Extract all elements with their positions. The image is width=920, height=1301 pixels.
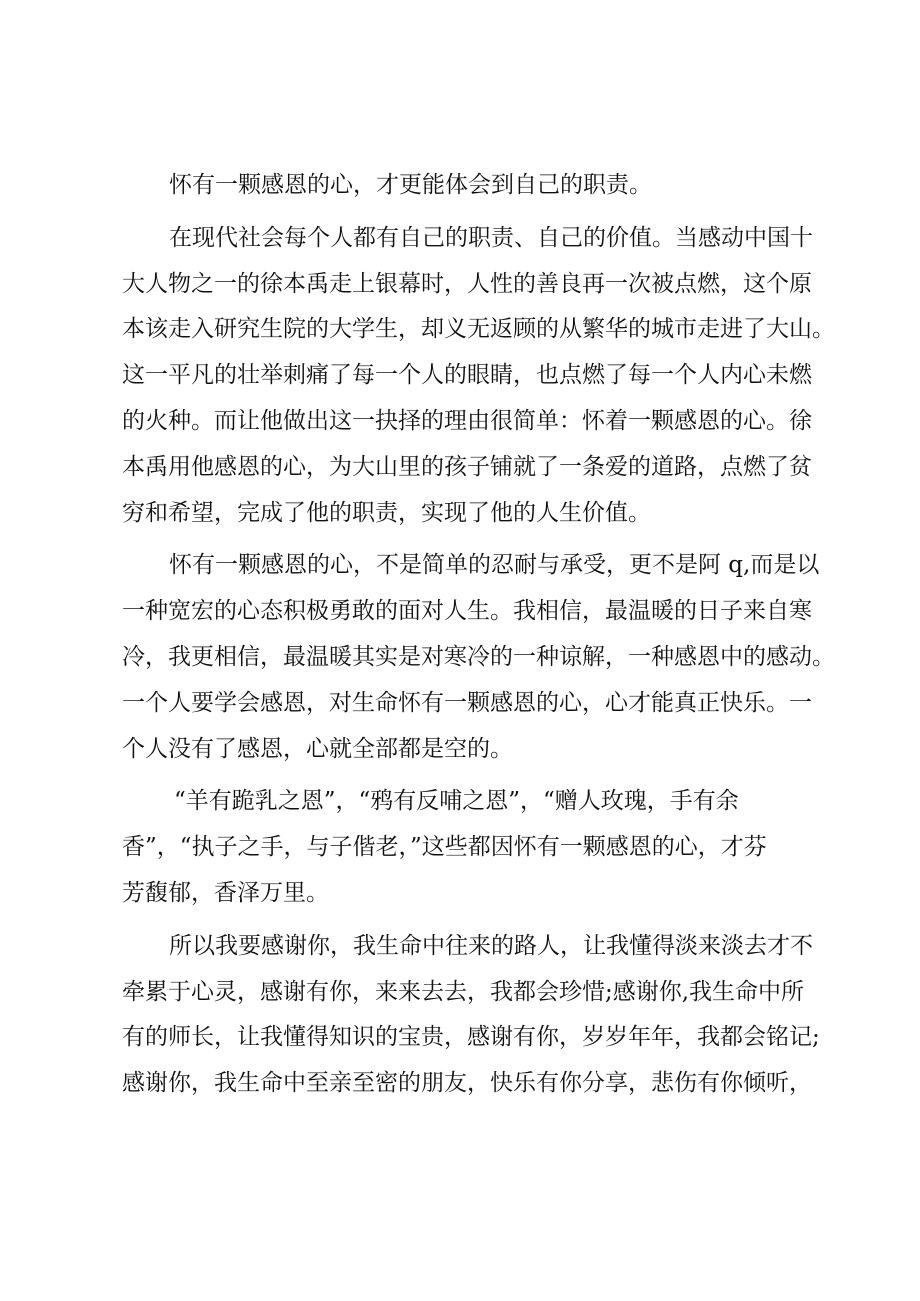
paragraph-5 [122,924,824,1107]
text-line: 一个人要学会感恩，对生命怀有一颗感恩的心，心才能真正快乐。一 [122,689,812,716]
text-line: 香”，“执子之手，与子偕老，”这些都因怀有一颗感恩的心，才芬 [122,834,767,861]
document-body [122,163,835,1107]
text-line: 一种宽宏的心态积极勇敢的面对人生。我相信，最温暖的日子来自寒 [122,598,812,625]
text-line: 大人物之一的徐本禹走上银幕时，人性的善良再一次被点燃，这个原 [122,270,812,297]
text-line: 冷，我更相信，最温暖其实是对寒冷的一种谅解，一种感恩中的感动。 [122,643,835,670]
text-line: 本该走入研究生院的大学生，却义无返顾的从繁华的城市走进了大山。 [122,316,835,343]
text-line: 牵累于心灵，感谢有你，来来去去，我都会珍惜;感谢你,我生命中所 [122,978,805,1005]
text-line: “羊有跪乳之恩”，“鸦有反哺之恩”，“赠人玫瑰，手有余 [174,788,739,815]
paragraph-4 [122,779,824,916]
text-line: 所以我要感谢你，我生命中往来的路人，让我懂得淡来淡去才不 [169,932,813,959]
text-line: 怀有一颗感恩的心，不是简单的忍耐与承受，更不是阿 q,而是以 [169,552,820,579]
text-line: 这一平凡的壮举刺痛了每一个人的眼睛，也点燃了每一个人内心未燃 [122,362,812,389]
text-line: 的火种。而让他做出这一抉择的理由很简单：怀着一颗感恩的心。徐 [122,407,812,434]
text-line: 有的师长，让我懂得知识的宝贵，感谢有你，岁岁年年，我都会铭记; [122,1024,820,1051]
text-line: 芳馥郁，香泽万里。 [122,879,329,906]
text-line: 穷和希望，完成了他的职责，实现了他的人生价值。 [122,499,651,526]
text-line: 个人没有了感恩，心就全部都是空的。 [122,735,513,762]
paragraph-3 [122,543,835,772]
text-line: 本禹用他感恩的心，为大山里的孩子铺就了一条爱的道路，点燃了贫 [122,453,812,480]
text-line: 怀有一颗感恩的心，才更能体会到自己的职责。 [169,172,652,198]
paragraph-1 [122,163,824,209]
text-line: 感谢你，我生命中至亲至密的朋友，快乐有你分享，悲伤有你倾听， [122,1070,812,1097]
paragraph-2 [122,216,835,537]
text-line: 在现代社会每个人都有自己的职责、自己的价值。当感动中国十 [169,224,813,251]
